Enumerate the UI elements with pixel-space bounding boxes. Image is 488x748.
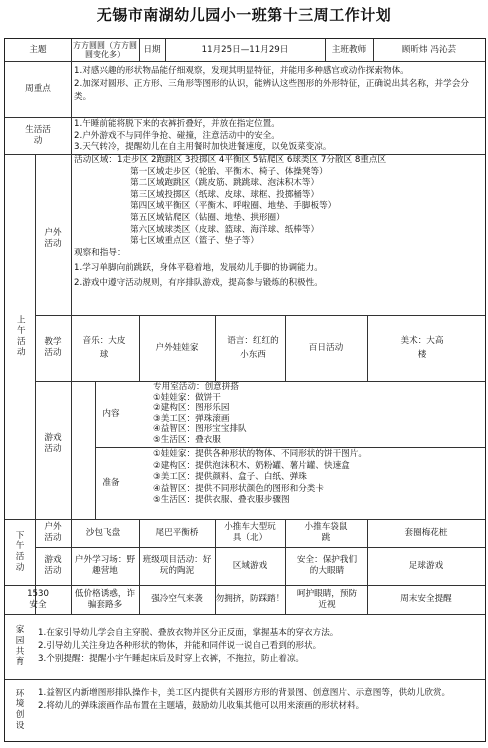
game-label-text: 游戏活动	[44, 433, 62, 454]
game-content-line: 专用室活动：创意拼搭	[153, 382, 239, 392]
game-content-line: ②建构区：图形乐园	[153, 403, 230, 414]
focus-label: 周重点	[25, 83, 51, 94]
teaching-label-text: 教学活动	[44, 337, 62, 358]
teaching-item: 音乐：大皮球	[82, 336, 126, 360]
game-content-line: ①娃娃家：做饼干	[153, 392, 221, 403]
teaching-item: 户外娃娃家	[155, 342, 199, 353]
afternoon-game-item: 足球游戏	[408, 560, 444, 571]
focus-content	[74, 65, 483, 115]
focus-line: 1.对感兴趣的形状物品能仔细观察，发现其明显特征，并能用多种感官或动作探索物体。	[74, 66, 409, 76]
game-prep-line: ①娃娃家：提供各种形状的物体、不同形状的饼干图片。	[153, 449, 367, 459]
life-label: 生活活动	[25, 125, 51, 146]
afternoon-label	[5, 519, 35, 585]
date-label: 日期	[143, 44, 161, 55]
safety-item: 呵护眼睛，预防近视	[296, 588, 358, 610]
afternoon-game-label-text: 游戏活动	[44, 555, 62, 576]
teacher-label: 主班教师	[331, 44, 367, 55]
zone-item: 第七区域重点区（篮子、垫子等）	[130, 236, 259, 247]
date-value: 11月25日—11月29日	[201, 44, 289, 55]
afternoon-game-item: 安全：保护我们的大眼睛	[296, 555, 358, 576]
life-line: 1.午睡前能将脱下来的衣裤折叠好，并放在指定位置。	[74, 119, 280, 129]
afternoon-game-item: 区域游戏	[232, 560, 268, 571]
teaching-label	[35, 315, 71, 381]
afternoon-game-item: 班级项目活动：好玩的陶泥	[142, 555, 212, 576]
theme-value: 方方圆圆（方方圆圆变化多）	[73, 40, 137, 59]
game-prep-line: ④益智区：提供不同形状颜色的图形和分类卡	[153, 483, 324, 494]
family-line: 1.在家引导幼儿学会自主穿脱、叠放衣物并区分正反面，掌握基本的穿衣方法。	[38, 628, 339, 638]
safety-item: 勿拥挤，防踩踏！	[215, 594, 285, 605]
teaching-item: 百日活动	[308, 342, 344, 353]
teaching-item: 美术：大高楼	[400, 336, 444, 360]
family-line: 2.引导幼儿关注身边各种形状的物体，并能和同伴说一说自己看到的形状。	[38, 641, 322, 651]
theme-label: 主题	[29, 44, 47, 55]
outdoor-content	[74, 155, 483, 315]
afternoon-outdoor-label	[35, 519, 71, 547]
game-prep-line: ③美工区：提供颜料、盒子、白纸、弹珠	[153, 472, 307, 483]
family-label	[5, 614, 35, 679]
life-line: 3.天气转冷，提醒幼儿在自主用餐时加快进餐速度，以免饭菜变凉。	[74, 142, 332, 152]
afternoon-outdoor-item: 沙包飞盘	[85, 527, 121, 538]
zone-item: 第一区域走步区（轮胎、平衡木、椅子、体操凳等）	[130, 166, 328, 177]
focus-line: 2.加深对圆形、正方形、三角形等图形的认识，能辨认这些图形的外形特征，正确说出其名称，并学会分类。	[74, 79, 469, 102]
game-label	[35, 409, 71, 479]
env-label-text: 环境创设	[15, 688, 25, 731]
teaching-item: 语言：红红的小东西	[227, 336, 279, 360]
guide-line: 1.学习单脚向前跳跃，身体平稳着地，发展幼儿手脚的协调能力。	[74, 263, 323, 274]
game-prep-line: ②建构区：提供泡沫积木、奶粉罐、薯片罐、快速盒	[153, 460, 350, 471]
safety-item: 低价格诱惑，诈骗套路多	[74, 588, 136, 610]
family-line: 3.个别提醒：提醒小宇午睡起床后及时穿上衣裤，不拖拉，防止着凉。	[38, 654, 305, 664]
safety-label	[5, 585, 71, 614]
teacher-value: 顾昕炜 冯沁芸	[401, 44, 457, 55]
zone-item: 第三区域投掷区（纸球、皮球、球框、投掷桶等）	[130, 189, 320, 200]
safety-label-text: 1530安全	[27, 588, 49, 610]
morning-label	[5, 154, 35, 519]
life-content	[74, 119, 483, 153]
afternoon-outdoor-label-text: 户外活动	[44, 522, 62, 543]
zone-item: 第四区域平衡区（平衡木、呼啦圈、地垫、手脚板等）	[130, 201, 337, 212]
env-content	[38, 687, 483, 739]
safety-item: 强冷空气来袭	[151, 594, 203, 605]
content-label: 内容	[102, 408, 120, 419]
afternoon-outdoor-item: 小推车大型玩具（北）	[224, 522, 276, 543]
zone-item: 第五区域钻爬区（钻圈、地垫、拱形圈）	[130, 212, 285, 223]
afternoon-outdoor-item: 套圈梅花桩	[404, 527, 448, 538]
life-line: 2.户外游戏不与同伴争抢、碰撞，注意活动中的安全。	[74, 130, 280, 141]
afternoon-label-text: 下午活动	[15, 530, 25, 573]
game-content	[153, 382, 483, 446]
afternoon-game-item: 户外学习场：野趣营地	[74, 555, 136, 576]
family-label-text: 家园共育	[15, 625, 25, 668]
zones-title: 活动区域：1走步区 2跑跳区 3投掷区 4平衡区 5钻爬区 6球类区 7分散区 8重点区	[74, 155, 387, 165]
env-label	[5, 679, 35, 741]
morning-label-text: 上午活动	[15, 315, 26, 358]
page-title: 无锡市南湖幼儿园小一班第十三周工作计划	[96, 6, 392, 24]
outdoor-label-text: 户外活动	[44, 228, 62, 249]
afternoon-outdoor-item: 尾巴平衡桥	[155, 527, 199, 538]
zone-item: 第二区域跑跳区（跳皮筋、跳跳球、泡沫积木等）	[130, 178, 320, 189]
env-line: 1.益智区内新增图形排队操作卡，美工区内提供有关圆形方形的背景图、创意图片、示意图等，供幼儿欣赏。	[38, 688, 451, 698]
game-content-line: ④益智区：图形宝宝排队	[153, 424, 247, 435]
prep-label: 准备	[102, 477, 120, 488]
guide-line: 2.游戏中遵守活动规则，有序排队游戏，提高参与锻炼的积极性。	[74, 277, 323, 288]
game-content-line: ⑤生活区：叠衣服	[153, 434, 221, 445]
game-prep-line: ⑤生活区：提供衣服、叠衣服步骤图	[153, 495, 290, 506]
weekly-plan-table	[4, 38, 486, 742]
safety-item: 周末安全提醒	[400, 594, 452, 605]
afternoon-outdoor-item: 小推车袋鼠跳	[304, 522, 348, 543]
game-content-line: ③美工区：弹珠滚画	[153, 413, 230, 424]
env-line: 2.将幼儿的弹珠滚画作品布置在主题墙，鼓励幼儿收集其他可以用来滚画的形状材料。	[38, 701, 365, 711]
guide-title: 观察和指导：	[74, 247, 126, 258]
game-prep	[153, 449, 483, 517]
zone-item: 第六区域球类区（皮球、篮球、海洋球、纸棒等）	[130, 224, 320, 235]
family-content	[38, 627, 483, 677]
afternoon-game-label	[35, 547, 71, 585]
outdoor-label	[35, 199, 71, 279]
